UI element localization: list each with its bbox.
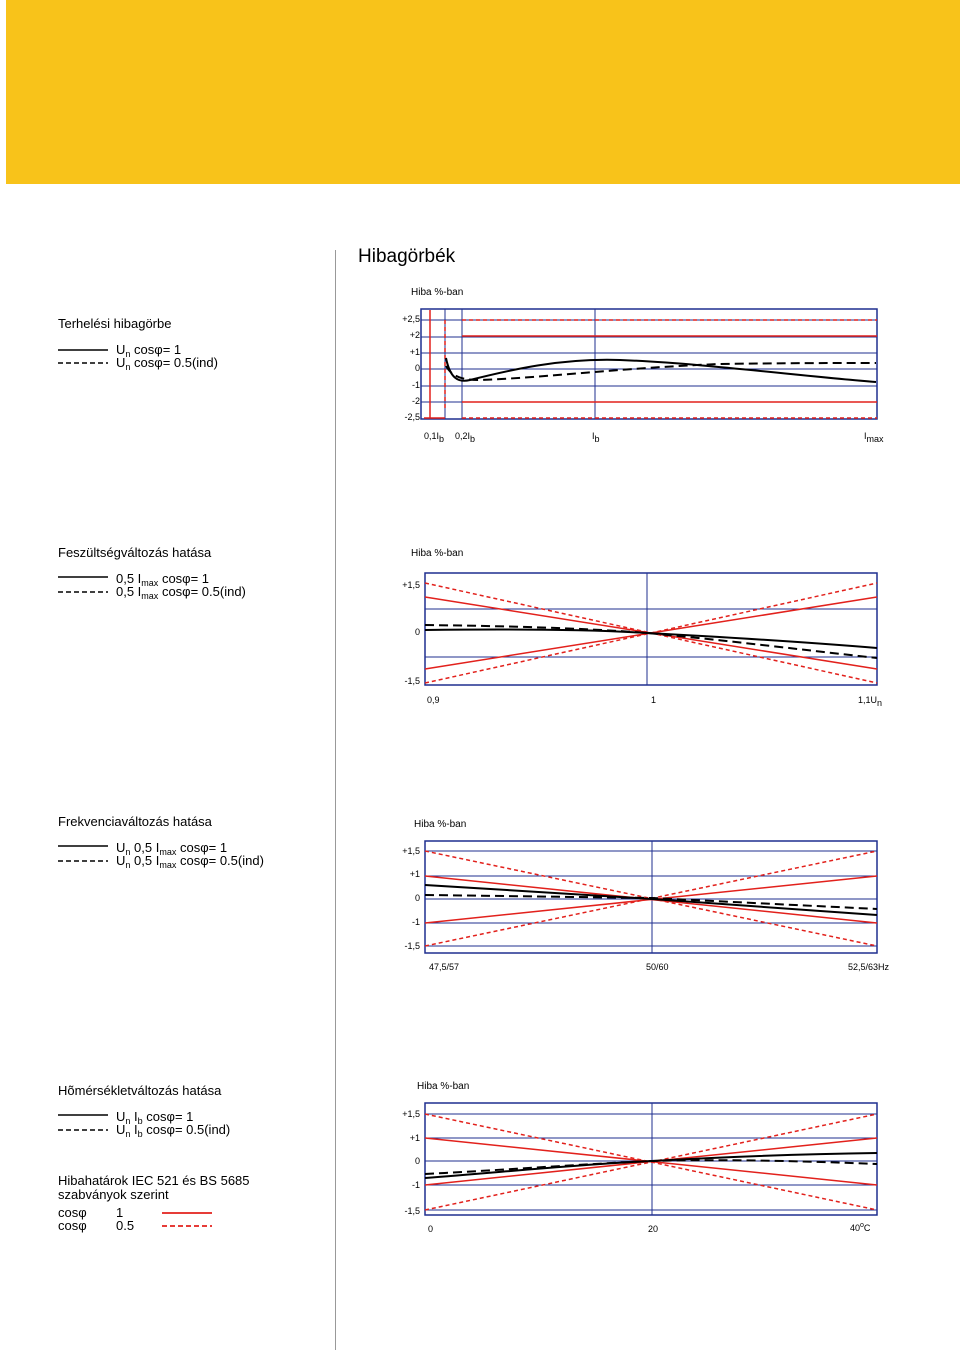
y-tick: -1,5 [404, 941, 420, 951]
y-tick: -2 [411, 396, 420, 406]
axis-unit-label: Hiba %-ban [411, 287, 464, 298]
y-tick: -1 [411, 1180, 420, 1190]
x-tick: $1,1U_n$ [858, 695, 883, 708]
voltage-error-plot [424, 572, 880, 688]
x-tick: 20 [648, 1224, 659, 1234]
y-tick: 0 [414, 1156, 420, 1166]
header-banner [6, 0, 960, 184]
axis-unit-label: Hiba %-ban [414, 819, 467, 830]
limits-title-line2: szabványok szerint [58, 1187, 169, 1202]
page-divider [335, 250, 336, 1350]
section-title-voltage: Feszültségváltozás hatása [58, 545, 212, 560]
x-tick: 40$^o$C [850, 1222, 871, 1233]
y-tick: 0 [414, 627, 420, 637]
temperature-error-plot [424, 1102, 880, 1218]
x-tick: $I_b$ [592, 431, 600, 444]
y-tick: -2,5 [404, 412, 420, 422]
y-tick: 0 [414, 363, 420, 373]
section-title-temperature: Hõmérsékletváltozás hatása [58, 1083, 222, 1098]
section-title-frequency: Frekvenciaváltozás hatása [58, 814, 212, 829]
load-error-plot [420, 308, 880, 422]
limit-dashed-red-line [162, 1224, 214, 1228]
legend-dashed-line [58, 355, 110, 371]
y-tick: +1 [409, 869, 420, 879]
x-tick: $0,2I_b$ [455, 431, 476, 444]
y-tick: +1,5 [402, 580, 420, 590]
x-tick: 0 [428, 1224, 434, 1234]
y-tick: 0 [414, 893, 420, 903]
y-tick: +2 [409, 330, 420, 340]
axis-unit-label: Hiba %-ban [417, 1081, 470, 1092]
legend-dashed-line [58, 853, 110, 869]
y-tick: +1,5 [402, 846, 420, 856]
x-tick: 47,5/57 [429, 962, 460, 972]
y-tick: +1,5 [402, 1109, 420, 1119]
x-tick: $I_{max}$ [864, 431, 884, 444]
x-tick: 1 [651, 695, 657, 705]
limit-solid-red-line [162, 1211, 214, 1215]
page-title: Hibagörbék [358, 246, 456, 267]
y-tick: -1 [411, 380, 420, 390]
y-tick: +1 [409, 1133, 420, 1143]
y-tick: -1,5 [404, 676, 420, 686]
y-tick: +2,5 [402, 314, 420, 324]
limits-title-line1: Hibahatárok IEC 521 és BS 5685 [58, 1173, 250, 1188]
x-tick: 50/60 [646, 962, 669, 972]
x-tick: 0,9 [427, 695, 440, 705]
section-title-load: Terhelési hibagörbe [58, 316, 172, 331]
legend-dashed-line [58, 1122, 110, 1138]
x-tick: 52,5/63Hz [848, 962, 890, 972]
frequency-error-plot [424, 840, 880, 956]
legend-dashed-line [58, 584, 110, 600]
y-tick: -1 [411, 917, 420, 927]
y-tick: -1,5 [404, 1206, 420, 1216]
x-tick: $0,1I_b$ [424, 431, 445, 444]
y-tick: +1 [409, 347, 420, 357]
axis-unit-label: Hiba %-ban [411, 548, 464, 559]
